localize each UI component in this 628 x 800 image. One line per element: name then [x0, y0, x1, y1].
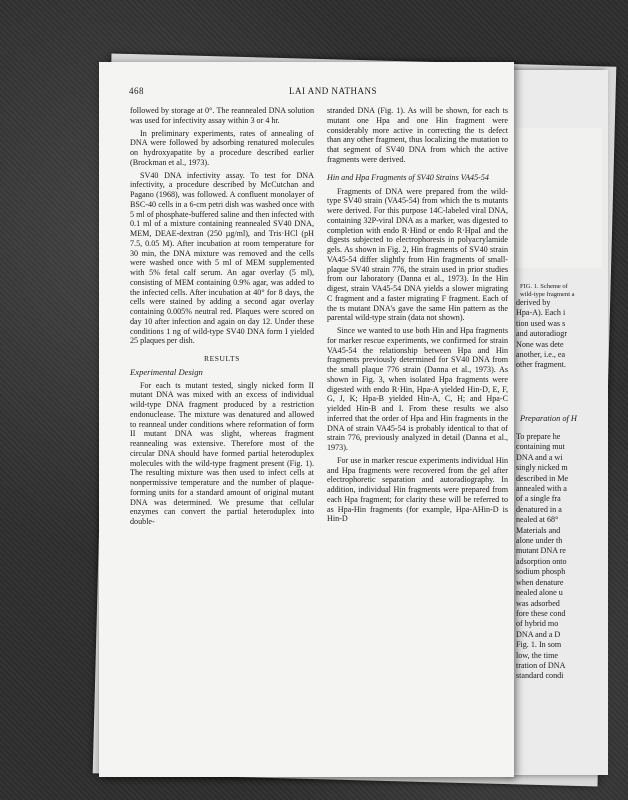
section-heading-fragment: Preparation of H — [520, 414, 577, 423]
text-line: and autoradiogr — [516, 329, 568, 339]
section-heading-results: RESULTS — [203, 354, 241, 363]
text-line: described in Me — [516, 473, 569, 483]
text-line: adsorption onto — [516, 556, 567, 566]
paragraph: Fragments of DNA were prepared from the wild-type SV40 strain (VA45-54) from which the ts mutants were derived. For this purpose 14C-labeled viral DNA, containing 32P-viral DNA as a marker, was digested to completion with endo R·Hind or endo R·HpaI and the digests subjected to electrophoresis in polyacrylamide gels. As shown in Fig. 2, Hin fragments of SV40 strain VA45-54 differ slightly from Hin fragments of small-plaque SV40 strain 776, the strain used in prior studies from our laboratory (Danna et al., 1973). In the Hin digest, strain VA45-54 DNA yields a slower migrating C fragment and a faster migrating F fragment. Each of the ts mutant DNA's gave the same Hin pattern as the parental wild-type strain (data not shown). — [327, 186, 508, 323]
text-line: other fragment. — [516, 360, 566, 370]
text-line: derived by — [516, 298, 551, 307]
paragraph: stranded DNA (Fig. 1). As will be shown, for each ts mutant one Hpa and one Hin fragment were considerably more active in correcting the ts defect than any other fragment, thus localizing the mutation to that segment of SV40 DNA from which the active fragments were derived. — [327, 106, 508, 164]
text-line: mutant DNA re — [516, 546, 566, 556]
text-line: containing mut — [516, 442, 565, 452]
paragraph: followed by storage at 0°. The reannealed DNA solution was used for infectivity assay within 3 or 4 hr. — [130, 106, 314, 125]
right-column — [327, 106, 508, 524]
text-line: DNA and a D — [516, 629, 561, 639]
paragraph: SV40 DNA infectivity assay. To test for DNA infectivity, a procedure described by McCutchan and Pagano (1968), was followed. A confluent monolayer of BSC-40 cells in a 6-cm petri dish was washed once with 5 ml of phosphate-buffered saline and then infected with 0.1 ml of a mixture containing reannealed SV40 DNA, MEM, DEAE-dextran (250 µg/ml), and Tris·HCl (pH 7.5, 0.05 M). After incubation at room temperature for 30 min, the DNA mixture was removed and the cells were washed once with 5 ml of MEM supplemented with 5% fetal calf serum. An agar overlay (5 ml), consisting of MEM containing 0.9% agar, was added to the infected cells. After incubation at 40° for 8 days, the cells were stained by adding a second agar overlay containing 0.005% neutral red. Plaques were scored on day 10 after infection and again on day 12. Under these conditions 1 ng of wild-type SV40 DNA form I yielded 25 plaques per dish. — [130, 170, 314, 346]
journal-page — [99, 62, 514, 777]
text-line: DNA and a wi — [516, 452, 563, 462]
text-line: tion used was s — [516, 318, 566, 328]
text-line: denatured in a — [516, 504, 562, 514]
text-line: Materials and — [516, 525, 561, 535]
text-line: To prepare he — [516, 432, 561, 441]
paragraph: In preliminary experiments, rates of annealing of DNA were followed by adsorbing renatured molecules on hydroxyapatite by a procedure described earlier (Brockman et al., 1973). — [130, 128, 314, 167]
text-line: Hpa-A). Each i — [516, 308, 566, 318]
next-page-fragment — [508, 70, 608, 775]
paragraph: For use in marker rescue experiments individual Hin and Hpa fragments were recovered from the gel after electrophoretic separation and autoradiography. In addition, individual Hin fragments were prepared from each Hpa fragment; for clarity these will be referred to as Hpa-Hin fragments (for example, Hpa-AHin-D is Hin-D — [327, 455, 508, 524]
text-line: singly nicked m — [516, 463, 568, 473]
figure-1-area — [516, 128, 602, 268]
text-line: standard condi — [516, 671, 564, 681]
text-line: Fig. 1. In som — [516, 640, 562, 650]
text-line: nealed alone u — [516, 588, 563, 598]
page-header — [129, 86, 494, 100]
caption-line: wild-type fragment a — [520, 291, 575, 298]
text-line: was adsorbed — [516, 598, 560, 608]
text-line: nealed at 68° — [516, 515, 559, 525]
page-number: 468 — [129, 86, 144, 96]
text-line: of a single fra — [516, 494, 561, 504]
text-line: tration of DNA — [516, 660, 566, 670]
text-line: fore these cond — [516, 608, 566, 618]
text-line: sodium phosph — [516, 567, 566, 577]
text-line: another, i.e., ea — [516, 350, 566, 360]
subsection-heading: Experimental Design — [130, 366, 203, 377]
caption-line: FIG. 1. Scheme of — [520, 283, 568, 290]
text-line: low, the time — [516, 650, 558, 660]
text-line: of hybrid mo — [516, 619, 559, 629]
subsection-heading: Hin and Hpa Fragments of SV40 Strains VA45-54 — [327, 172, 489, 182]
figure-caption — [520, 283, 575, 299]
text-line: annealed with a — [516, 484, 567, 494]
paragraph: Since we wanted to use both Hin and Hpa fragments for marker rescue experiments, we confirmed for strain VA45-54 the relationship between Hpa and Hin fragments previously determined for SV40 DNA from the small plaque 776 strain (Danna et al., 1973). As shown in Fig. 3, when isolated Hpa fragments were digested with endo R·Hin, Hpa-A yielded Hin-D, E, F, G, J, K; Hpa-B yielded Hin-A, C, H; and Hpa-C yielded Hin-B and I. From these results we also inferred that the order of Hpa and Hin fragments in the DNA of strain VA45-54 is probably identical to that of strain 776, previously analyzed in detail (Danna et al., 1973). — [327, 326, 508, 452]
text-line: None was dete — [516, 339, 564, 349]
text-line: when denature — [516, 577, 564, 587]
fragment-lines-a — [516, 298, 567, 371]
fragment-lines-b — [516, 432, 568, 682]
paragraph: For each ts mutant tested, singly nicked form II mutant DNA was mixed with an excess of individual wild-type DNA fragment produced by a restriction endonuclease. The mixture was denatured and allowed to reanneal under conditions where reformation of form II mutant DNA was slight, whereas fragment reannealing was extensive. Therefore most of the circular DNA should have formed partial heteroduplex molecules with the wild-type fragment present (Fig. 1). The resulting mixture was then used to infect cells at nonpermissive temperature and the number of plaque-forming units for a standard amount of original mutant DNA was determined. We presume that cellular enzymes can convert the partial heteroduplex into double- — [130, 380, 314, 526]
running-head: LAI AND NATHANS — [289, 86, 377, 96]
text-line: alone under th — [516, 536, 563, 546]
left-column — [130, 106, 314, 527]
